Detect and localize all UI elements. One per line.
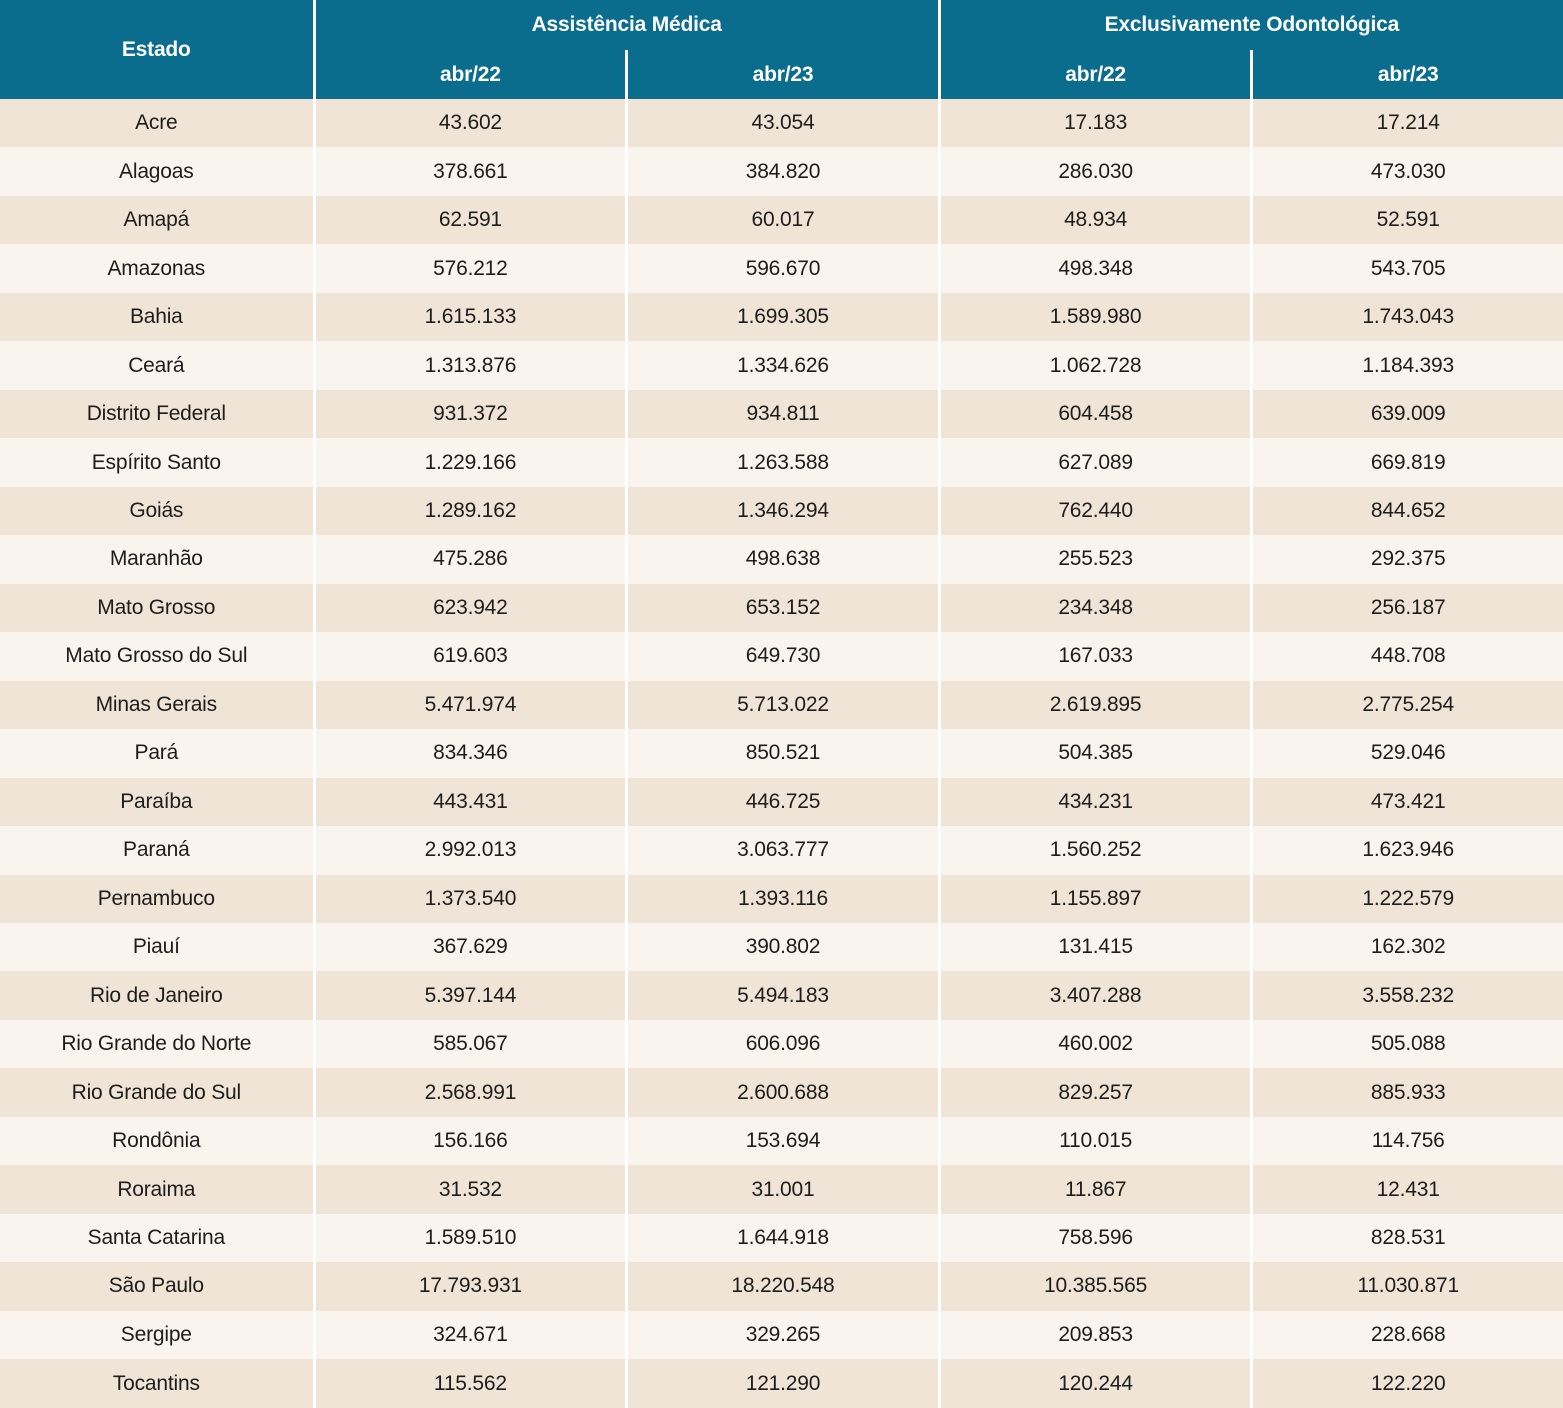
table-row bbox=[0, 341, 1563, 389]
state-name-cell: Piauí bbox=[0, 923, 313, 971]
value-cell: 209.853 bbox=[938, 1311, 1251, 1359]
state-name-cell: Rio Grande do Sul bbox=[0, 1068, 313, 1116]
value-cell: 934.811 bbox=[625, 390, 938, 438]
value-cell: 844.652 bbox=[1250, 487, 1563, 535]
value-cell: 473.030 bbox=[1250, 147, 1563, 195]
state-name-cell: Rio Grande do Norte bbox=[0, 1020, 313, 1068]
value-cell: 443.431 bbox=[313, 778, 626, 826]
table-row bbox=[0, 390, 1563, 438]
value-cell: 585.067 bbox=[313, 1020, 626, 1068]
value-cell: 122.220 bbox=[1250, 1359, 1563, 1408]
column-header-medica-abr22: abr/22 bbox=[313, 50, 626, 99]
state-name-cell: Tocantins bbox=[0, 1359, 313, 1408]
table-row bbox=[0, 1262, 1563, 1310]
value-cell: 498.348 bbox=[938, 244, 1251, 292]
table-header bbox=[0, 0, 1563, 99]
table-row bbox=[0, 147, 1563, 195]
value-cell: 1.644.918 bbox=[625, 1214, 938, 1262]
value-cell: 2.992.013 bbox=[313, 826, 626, 874]
value-cell: 529.046 bbox=[1250, 729, 1563, 777]
value-cell: 12.431 bbox=[1250, 1165, 1563, 1213]
value-cell: 1.623.946 bbox=[1250, 826, 1563, 874]
table-row bbox=[0, 1214, 1563, 1262]
table-row bbox=[0, 99, 1563, 147]
value-cell: 329.265 bbox=[625, 1311, 938, 1359]
value-cell: 1.155.897 bbox=[938, 875, 1251, 923]
value-cell: 543.705 bbox=[1250, 244, 1563, 292]
table-row bbox=[0, 438, 1563, 486]
value-cell: 324.671 bbox=[313, 1311, 626, 1359]
value-cell: 931.372 bbox=[313, 390, 626, 438]
value-cell: 18.220.548 bbox=[625, 1262, 938, 1310]
value-cell: 1.615.133 bbox=[313, 293, 626, 341]
table-row bbox=[0, 1165, 1563, 1213]
value-cell: 1.062.728 bbox=[938, 341, 1251, 389]
table-row bbox=[0, 1117, 1563, 1165]
column-header-medica-abr23: abr/23 bbox=[625, 50, 938, 99]
table-row bbox=[0, 1359, 1563, 1408]
table-row bbox=[0, 487, 1563, 535]
value-cell: 460.002 bbox=[938, 1020, 1251, 1068]
value-cell: 619.603 bbox=[313, 632, 626, 680]
state-name-cell: Mato Grosso do Sul bbox=[0, 632, 313, 680]
value-cell: 378.661 bbox=[313, 147, 626, 195]
value-cell: 2.775.254 bbox=[1250, 681, 1563, 729]
state-name-cell: Goiás bbox=[0, 487, 313, 535]
state-name-cell: Acre bbox=[0, 99, 313, 147]
value-cell: 649.730 bbox=[625, 632, 938, 680]
value-cell: 62.591 bbox=[313, 196, 626, 244]
value-cell: 2.600.688 bbox=[625, 1068, 938, 1116]
value-cell: 60.017 bbox=[625, 196, 938, 244]
value-cell: 234.348 bbox=[938, 584, 1251, 632]
value-cell: 576.212 bbox=[313, 244, 626, 292]
value-cell: 1.334.626 bbox=[625, 341, 938, 389]
state-name-cell: Santa Catarina bbox=[0, 1214, 313, 1262]
state-name-cell: São Paulo bbox=[0, 1262, 313, 1310]
value-cell: 1.589.510 bbox=[313, 1214, 626, 1262]
table-row bbox=[0, 1311, 1563, 1359]
state-name-cell: Pará bbox=[0, 729, 313, 777]
value-cell: 11.030.871 bbox=[1250, 1262, 1563, 1310]
table-row bbox=[0, 729, 1563, 777]
value-cell: 1.699.305 bbox=[625, 293, 938, 341]
value-cell: 156.166 bbox=[313, 1117, 626, 1165]
value-cell: 31.532 bbox=[313, 1165, 626, 1213]
state-name-cell: Amazonas bbox=[0, 244, 313, 292]
table-row bbox=[0, 196, 1563, 244]
value-cell: 17.793.931 bbox=[313, 1262, 626, 1310]
state-name-cell: Roraima bbox=[0, 1165, 313, 1213]
table-row bbox=[0, 778, 1563, 826]
value-cell: 228.668 bbox=[1250, 1311, 1563, 1359]
value-cell: 627.089 bbox=[938, 438, 1251, 486]
value-cell: 3.063.777 bbox=[625, 826, 938, 874]
value-cell: 114.756 bbox=[1250, 1117, 1563, 1165]
state-name-cell: Paraíba bbox=[0, 778, 313, 826]
value-cell: 17.183 bbox=[938, 99, 1251, 147]
state-name-cell: Distrito Federal bbox=[0, 390, 313, 438]
value-cell: 5.494.183 bbox=[625, 971, 938, 1019]
value-cell: 110.015 bbox=[938, 1117, 1251, 1165]
column-header-odonto-abr22: abr/22 bbox=[938, 50, 1251, 99]
value-cell: 120.244 bbox=[938, 1359, 1251, 1408]
column-header-odonto-abr23: abr/23 bbox=[1250, 50, 1563, 99]
value-cell: 286.030 bbox=[938, 147, 1251, 195]
value-cell: 498.638 bbox=[625, 535, 938, 583]
table-row bbox=[0, 875, 1563, 923]
value-cell: 167.033 bbox=[938, 632, 1251, 680]
value-cell: 762.440 bbox=[938, 487, 1251, 535]
value-cell: 5.397.144 bbox=[313, 971, 626, 1019]
value-cell: 1.589.980 bbox=[938, 293, 1251, 341]
state-name-cell: Rondônia bbox=[0, 1117, 313, 1165]
value-cell: 3.407.288 bbox=[938, 971, 1251, 1019]
table-row bbox=[0, 293, 1563, 341]
table-row bbox=[0, 584, 1563, 632]
state-name-cell: Pernambuco bbox=[0, 875, 313, 923]
value-cell: 256.187 bbox=[1250, 584, 1563, 632]
table-row bbox=[0, 1020, 1563, 1068]
value-cell: 505.088 bbox=[1250, 1020, 1563, 1068]
value-cell: 1.289.162 bbox=[313, 487, 626, 535]
value-cell: 834.346 bbox=[313, 729, 626, 777]
value-cell: 1.560.252 bbox=[938, 826, 1251, 874]
table-row bbox=[0, 681, 1563, 729]
table-row bbox=[0, 826, 1563, 874]
value-cell: 153.694 bbox=[625, 1117, 938, 1165]
value-cell: 639.009 bbox=[1250, 390, 1563, 438]
value-cell: 1.393.116 bbox=[625, 875, 938, 923]
value-cell: 162.302 bbox=[1250, 923, 1563, 971]
value-cell: 292.375 bbox=[1250, 535, 1563, 583]
state-name-cell: Minas Gerais bbox=[0, 681, 313, 729]
column-header-estado: Estado bbox=[0, 0, 313, 99]
value-cell: 653.152 bbox=[625, 584, 938, 632]
state-name-cell: Bahia bbox=[0, 293, 313, 341]
value-cell: 11.867 bbox=[938, 1165, 1251, 1213]
value-cell: 1.222.579 bbox=[1250, 875, 1563, 923]
value-cell: 31.001 bbox=[625, 1165, 938, 1213]
value-cell: 115.562 bbox=[313, 1359, 626, 1408]
value-cell: 604.458 bbox=[938, 390, 1251, 438]
value-cell: 1.313.876 bbox=[313, 341, 626, 389]
value-cell: 669.819 bbox=[1250, 438, 1563, 486]
value-cell: 17.214 bbox=[1250, 99, 1563, 147]
value-cell: 1.229.166 bbox=[313, 438, 626, 486]
value-cell: 885.933 bbox=[1250, 1068, 1563, 1116]
value-cell: 1.184.393 bbox=[1250, 341, 1563, 389]
value-cell: 43.054 bbox=[625, 99, 938, 147]
value-cell: 5.713.022 bbox=[625, 681, 938, 729]
value-cell: 131.415 bbox=[938, 923, 1251, 971]
table-row bbox=[0, 923, 1563, 971]
value-cell: 434.231 bbox=[938, 778, 1251, 826]
value-cell: 48.934 bbox=[938, 196, 1251, 244]
table-row bbox=[0, 535, 1563, 583]
state-name-cell: Paraná bbox=[0, 826, 313, 874]
value-cell: 1.263.588 bbox=[625, 438, 938, 486]
value-cell: 473.421 bbox=[1250, 778, 1563, 826]
value-cell: 390.802 bbox=[625, 923, 938, 971]
value-cell: 2.568.991 bbox=[313, 1068, 626, 1116]
value-cell: 367.629 bbox=[313, 923, 626, 971]
value-cell: 475.286 bbox=[313, 535, 626, 583]
value-cell: 446.725 bbox=[625, 778, 938, 826]
table-row bbox=[0, 244, 1563, 292]
table-body bbox=[0, 99, 1563, 1408]
value-cell: 52.591 bbox=[1250, 196, 1563, 244]
value-cell: 606.096 bbox=[625, 1020, 938, 1068]
state-name-cell: Espírito Santo bbox=[0, 438, 313, 486]
value-cell: 255.523 bbox=[938, 535, 1251, 583]
value-cell: 43.602 bbox=[313, 99, 626, 147]
value-cell: 1.743.043 bbox=[1250, 293, 1563, 341]
value-cell: 121.290 bbox=[625, 1359, 938, 1408]
value-cell: 850.521 bbox=[625, 729, 938, 777]
state-name-cell: Maranhão bbox=[0, 535, 313, 583]
value-cell: 623.942 bbox=[313, 584, 626, 632]
state-name-cell: Alagoas bbox=[0, 147, 313, 195]
value-cell: 758.596 bbox=[938, 1214, 1251, 1262]
value-cell: 384.820 bbox=[625, 147, 938, 195]
value-cell: 1.346.294 bbox=[625, 487, 938, 535]
value-cell: 1.373.540 bbox=[313, 875, 626, 923]
group-header-assistencia-medica: Assistência Médica bbox=[313, 0, 938, 50]
value-cell: 828.531 bbox=[1250, 1214, 1563, 1262]
value-cell: 829.257 bbox=[938, 1068, 1251, 1116]
header-group-row bbox=[0, 0, 1563, 50]
table-row bbox=[0, 632, 1563, 680]
value-cell: 3.558.232 bbox=[1250, 971, 1563, 1019]
state-name-cell: Sergipe bbox=[0, 1311, 313, 1359]
state-name-cell: Ceará bbox=[0, 341, 313, 389]
value-cell: 5.471.974 bbox=[313, 681, 626, 729]
group-header-exclusivamente-odontologica: Exclusivamente Odontológica bbox=[938, 0, 1563, 50]
state-name-cell: Rio de Janeiro bbox=[0, 971, 313, 1019]
value-cell: 2.619.895 bbox=[938, 681, 1251, 729]
value-cell: 448.708 bbox=[1250, 632, 1563, 680]
table-row bbox=[0, 971, 1563, 1019]
table-row bbox=[0, 1068, 1563, 1116]
value-cell: 10.385.565 bbox=[938, 1262, 1251, 1310]
value-cell: 504.385 bbox=[938, 729, 1251, 777]
value-cell: 596.670 bbox=[625, 244, 938, 292]
state-name-cell: Amapá bbox=[0, 196, 313, 244]
state-name-cell: Mato Grosso bbox=[0, 584, 313, 632]
